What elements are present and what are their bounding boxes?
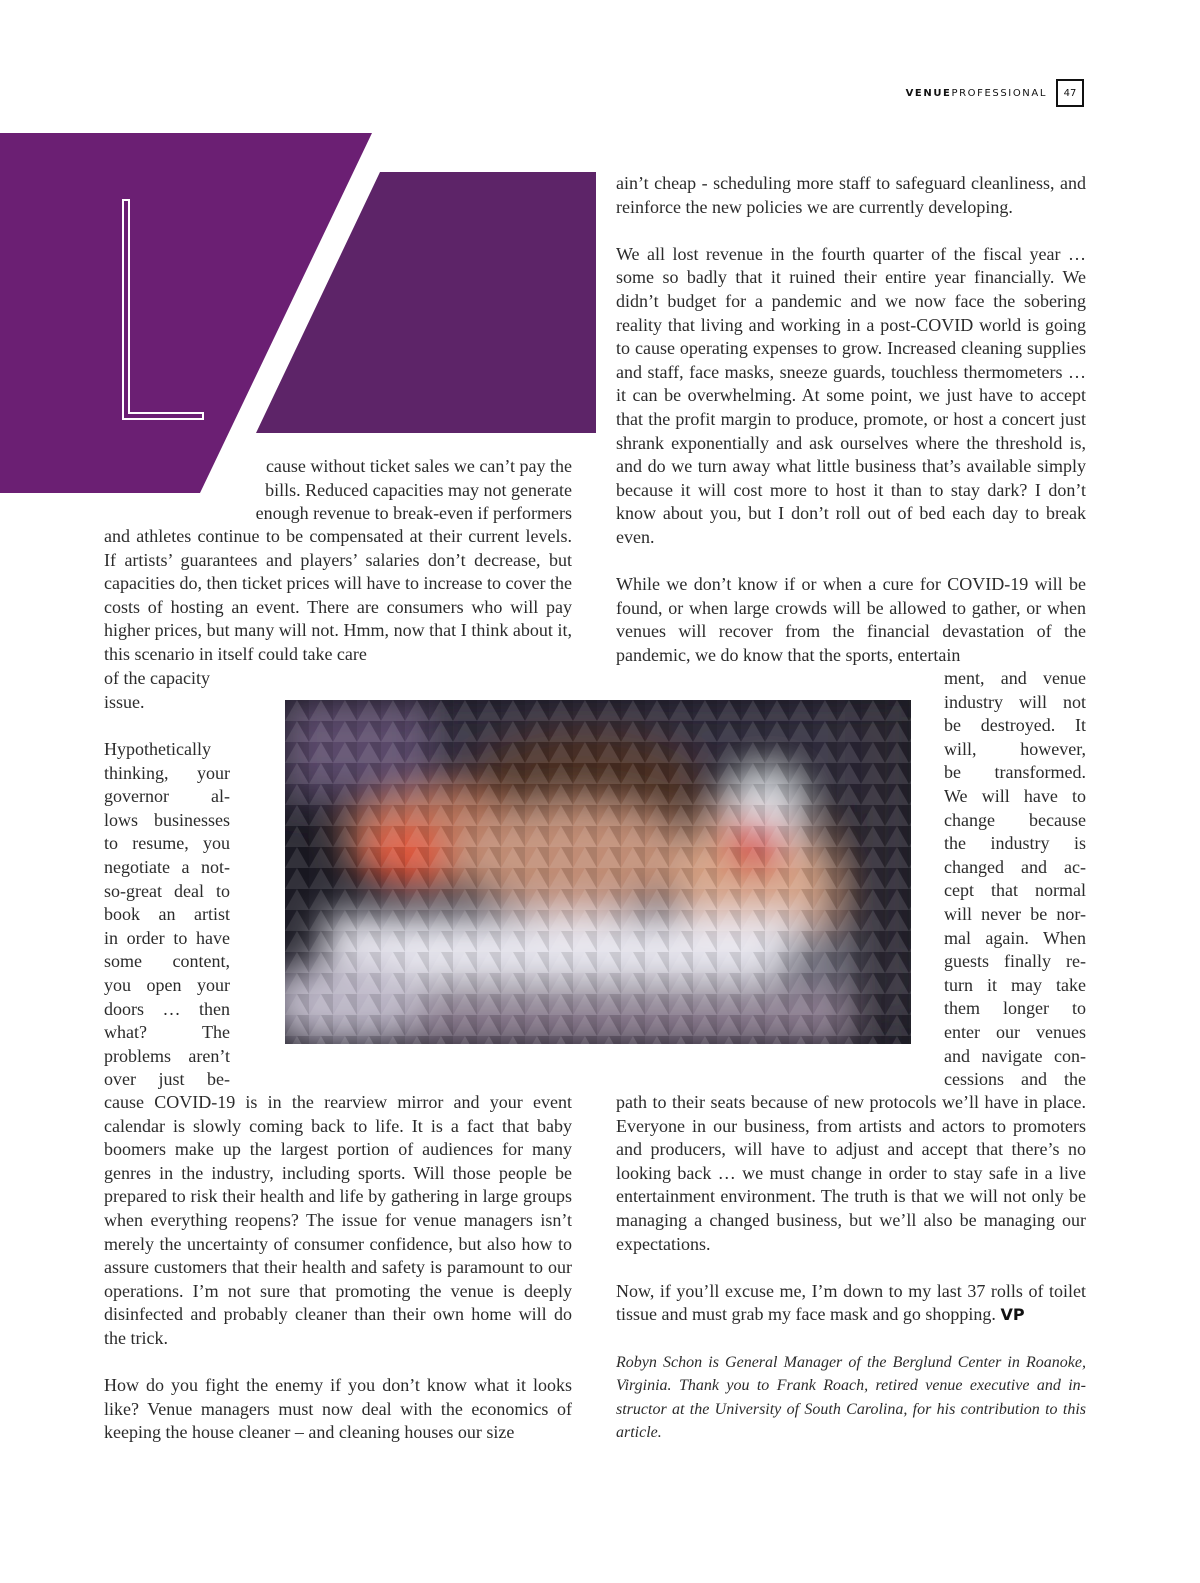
author-bio: Robyn Schon is General Manager of the Berglund Center in Roanoke, Virginia. Thank you to Frank Roach, retired venue executive and instructor at the University of South Carolina, for his contribution to this article.: [616, 1353, 1086, 1442]
intro-line: cause without ticket sales we can’t pay the: [265, 456, 572, 476]
pixelated-concert-photo: [285, 700, 911, 1044]
narrow-line: in order to have: [104, 927, 230, 948]
narrow-line: cessions and the: [944, 1069, 1086, 1090]
column-1-body-a: [104, 525, 572, 667]
narrow-line: guests finally re-: [944, 951, 1086, 972]
column-2-narrow: [944, 667, 1086, 1092]
intro-line: enough revenue to break-even if performers: [255, 503, 572, 524]
closing-text: Now, if you’ll excuse me, I’m down to my last 37 rolls of toilet tissue and must grab my face mask and go shopping.: [616, 1280, 1086, 1325]
narrow-line: what? The: [104, 1022, 230, 1043]
decorative-banner: [0, 0, 600, 500]
narrow-line: problems aren’t: [104, 1045, 230, 1066]
narrow-line: mal again. When: [944, 927, 1086, 948]
paragraph: ain’t cheap - scheduling more staff to safeguard cleanliness, and reinforce the new policies we are currently developing.: [616, 173, 1086, 217]
narrow-line: lows businesses: [104, 809, 230, 830]
page-number: 47: [1056, 79, 1084, 107]
narrow-line: industry will not: [944, 691, 1086, 712]
column-1-narrow-b: [104, 738, 230, 1092]
column-1-body-b: [104, 1091, 572, 1445]
narrow-line: cept that normal: [944, 880, 1086, 901]
narrow-line: turn it may take: [944, 974, 1086, 995]
narrow-line: will, however,: [944, 738, 1086, 759]
column-1-narrow-a: [104, 667, 264, 714]
narrow-line: over just be-: [104, 1069, 230, 1090]
paragraph: While we don’t know if or when a cure for COVID-19 will be found, or when large crowds will be allowed to gather, or when venues will recover from the financial devastation of the pandemic, we do know that the sports, entertain: [616, 574, 1086, 665]
brand-rest: PROFESSIONAL: [951, 87, 1047, 99]
column-2-body-a: [616, 172, 1086, 667]
narrow-line: enter our venues: [944, 1021, 1086, 1042]
narrow-line: We will have to: [944, 785, 1086, 806]
intro-line: bills. Reduced capacities may not generate: [265, 479, 572, 500]
paragraph: We all lost revenue in the fourth quarter of the fiscal year … some so badly that it ruined their entire year financially. We didn’t budget for a pandemic and we now face the sobering reality that living and working in a post-COVID world is going to cause operating expenses to grow. Increased cleaning supplies and staff, face masks, sneeze guards, touchless thermometers … it can be overwhelming. At some point, we just have to accept that the profit margin to produce, promote, or host a concert just shrank exponentially and ask ourselves where the threshold is, and do we turn away what little business that’s available simply because it will cost more to host it than to stay dark? I don’t know about you, but I don’t roll out of bed each day to break even.: [616, 243, 1086, 547]
concert-photo: [285, 700, 911, 1044]
narrow-line: will never be nor-: [944, 903, 1086, 924]
narrow-line: of the capacity: [104, 668, 210, 688]
narrow-line: them longer to: [944, 998, 1086, 1019]
narrow-line: book an artist: [104, 904, 230, 925]
narrow-line: be destroyed. It: [944, 715, 1086, 736]
narrow-line: change because: [944, 809, 1086, 830]
narrow-line: the industry is: [944, 833, 1086, 854]
narrow-line: you open your: [104, 974, 230, 995]
narrow-line: to resume, you: [104, 833, 230, 854]
narrow-line: Hypothetically: [104, 739, 211, 759]
column-1-intro: [104, 455, 572, 526]
paragraph: path to their seats because of new protocols we’ll have in place. Everyone in our business, from artists and actors to promoters and producers, will have to adjust and accept that there’s no looking back … we must change in order to stay safe in a live entertainment environment. The truth is that we will not only be managing a changed business, but we’ll also be managing our expectations.: [616, 1092, 1086, 1254]
narrow-line: doors … then: [104, 998, 230, 1019]
paragraph: and athletes continue to be compensated at their current levels. If artists’ guarantees and players’ salaries don’t decrease, but capacities do, then ticket prices will have to increase to cover the costs of hosting an event. There are consumers who will pay higher prices, but many will not. Hmm, now that I think about it, this scenario in itself could take care: [104, 526, 572, 664]
narrow-line: governor al-: [104, 786, 230, 807]
narrow-line: issue.: [104, 691, 145, 712]
vp-end-mark: VP: [1000, 1305, 1025, 1325]
narrow-line: ment, and venue: [944, 668, 1086, 688]
page-header: [906, 78, 1084, 108]
magazine-brand: [906, 88, 1047, 99]
paragraph: How do you fight the enemy if you don’t know what it looks like? Venue managers must now deal with the economics of keeping the house cleaner – and cleaning houses our size: [104, 1375, 572, 1443]
narrow-line: negotiate a not-: [104, 856, 230, 877]
closing-paragraph: [616, 1280, 1086, 1327]
paragraph: cause COVID-19 is in the rearview mirror and your event calendar is slowly coming back to life. It is a fact that baby boomers make up the largest portion of audiences for many genres in the industry, including sports. Will those people be prepared to risk their health and life by gathering in large groups when everything reopens? The issue for venue managers isn’t merely the uncertainty of consumer confidence, but also how to assure customers that their health and safety is paramount to our operations. I’m not sure that promoting the venue is deeply disinfected and probably cleaner than their own home will do the trick.: [104, 1092, 572, 1348]
brand-bold: VENUE: [905, 87, 952, 99]
narrow-line: thinking, your: [104, 762, 230, 783]
narrow-line: some content,: [104, 951, 230, 972]
column-2-body-b: [616, 1091, 1086, 1445]
narrow-line: so-great deal to: [104, 880, 230, 901]
narrow-line: be transformed.: [944, 762, 1086, 783]
narrow-line: changed and ac-: [944, 856, 1086, 877]
narrow-line: and navigate con-: [944, 1045, 1086, 1066]
